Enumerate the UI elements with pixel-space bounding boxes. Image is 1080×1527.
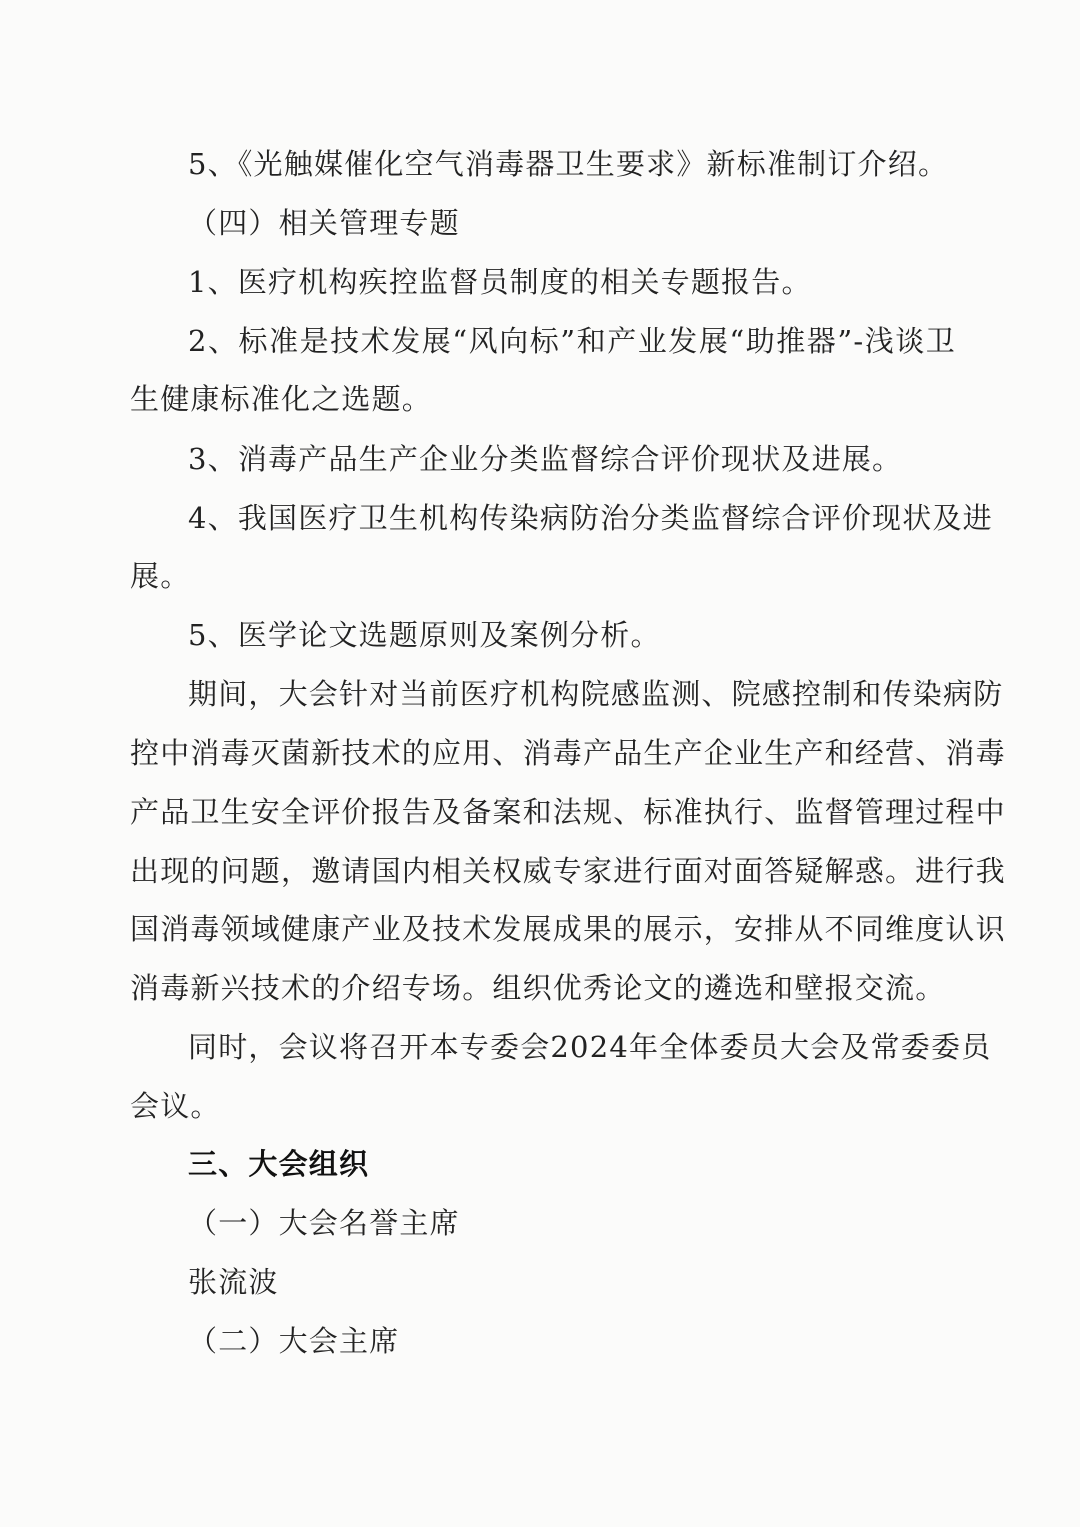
- list-item: 5、《光触媒催化空气消毒器卫生要求》新标准制订介绍。: [188, 147, 949, 181]
- subsection-heading: （一）大会名誉主席: [188, 1206, 460, 1240]
- section-heading: （四）相关管理专题: [188, 206, 460, 240]
- list-item: 2、标准是技术发展“风向标”和产业发展“助推器”-浅谈卫: [188, 324, 956, 358]
- person-name: 张流波: [188, 1265, 279, 1299]
- paragraph-line: 控中消毒灭菌新技术的应用、消毒产品生产企业生产和经营、消毒: [130, 736, 1006, 770]
- paragraph-line: 国消毒领域健康产业及技术发展成果的展示，安排从不同维度认识: [130, 912, 1006, 946]
- paragraph-line: 出现的问题，邀请国内相关权威专家进行面对面答疑解惑。进行我: [130, 854, 1006, 888]
- paragraph-line: 同时，会议将召开本专委会2024年全体委员大会及常委委员: [188, 1030, 992, 1064]
- paragraph-line: 会议。: [130, 1089, 221, 1123]
- subsection-heading: （二）大会主席: [188, 1324, 400, 1358]
- paragraph-line: 消毒新兴技术的介绍专场。组织优秀论文的遴选和壁报交流。: [130, 971, 946, 1005]
- section-heading: 三、大会组织: [188, 1147, 370, 1181]
- list-item-continuation: 生健康标准化之选题。: [130, 382, 433, 416]
- paragraph-line: 产品卫生安全评价报告及备案和法规、标准执行、监督管理过程中: [130, 795, 1006, 829]
- list-item: 4、我国医疗卫生机构传染病防治分类监督综合评价现状及进: [188, 501, 993, 535]
- paragraph-line: 期间，大会针对当前医疗机构院感监测、院感控制和传染病防: [188, 677, 1004, 711]
- list-item: 1、医疗机构疾控监督员制度的相关专题报告。: [188, 265, 812, 299]
- list-item: 5、医学论文选题原则及案例分析。: [188, 618, 661, 652]
- list-item: 3、消毒产品生产企业分类监督综合评价现状及进展。: [188, 442, 903, 476]
- list-item-continuation: 展。: [130, 559, 191, 593]
